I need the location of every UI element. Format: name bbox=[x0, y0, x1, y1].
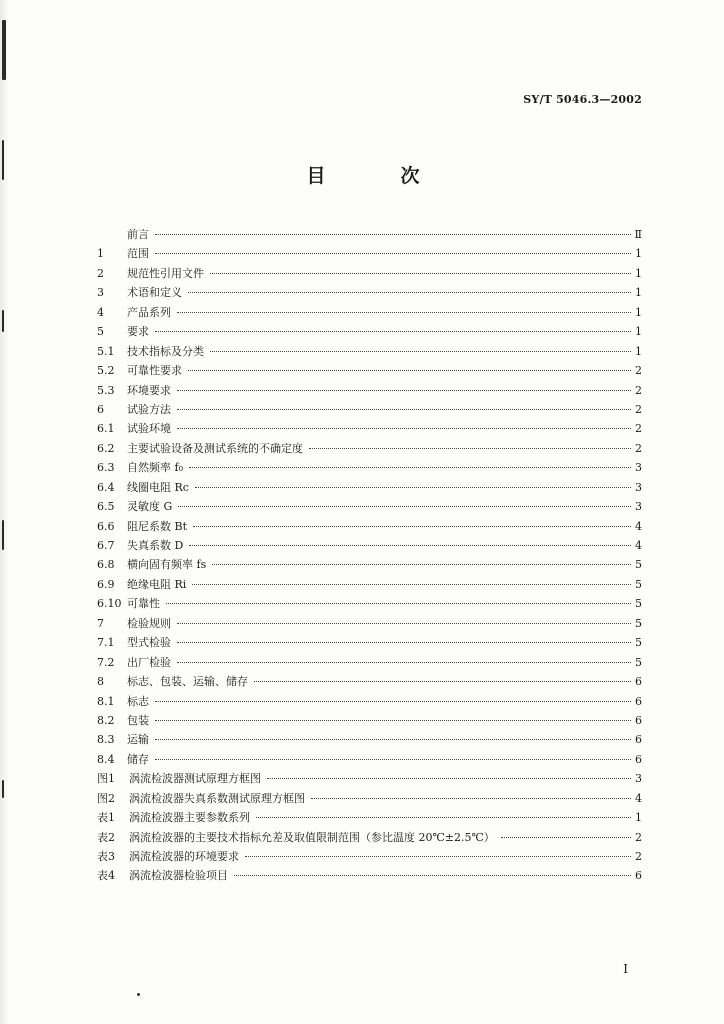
toc-entry-page: 5 bbox=[635, 558, 642, 572]
toc-entry-page: 2 bbox=[635, 383, 642, 397]
scan-artifact bbox=[2, 310, 4, 332]
toc-entry bbox=[97, 498, 642, 517]
toc-entry-label: 涡流检波器主要参数系列 bbox=[129, 811, 250, 825]
toc-entry-label: 涡流检波器检验项目 bbox=[129, 869, 228, 883]
toc-dot-leader bbox=[166, 603, 631, 604]
toc-dot-leader bbox=[177, 623, 631, 624]
toc-entry-label: 阻尼系数 Bt bbox=[127, 519, 188, 533]
toc-entry-number: 6.2 bbox=[97, 441, 115, 455]
toc-dot-leader bbox=[195, 487, 631, 488]
toc-entry-number: 6.9 bbox=[97, 577, 115, 591]
toc-entry-number: 6.4 bbox=[97, 480, 115, 494]
toc-dot-leader bbox=[177, 390, 631, 391]
toc-dot-leader bbox=[309, 448, 631, 449]
toc-entry-page: 4 bbox=[635, 519, 642, 533]
toc-entry-number: 4 bbox=[97, 305, 104, 319]
toc-entry-number: 图2 bbox=[97, 791, 115, 805]
toc-entry bbox=[97, 556, 642, 575]
toc-entry-label: 前言 bbox=[127, 228, 149, 241]
toc-entry-page: 3 bbox=[635, 772, 642, 786]
scan-artifact bbox=[2, 520, 4, 550]
toc-dot-leader bbox=[193, 526, 631, 527]
toc-entry-page: 5 bbox=[635, 577, 642, 591]
toc-entry-label: 运输 bbox=[127, 733, 149, 747]
toc-entry-number: 8.3 bbox=[97, 733, 115, 747]
toc-dot-leader bbox=[245, 856, 631, 857]
toc-entry bbox=[97, 867, 642, 886]
toc-entry-page: 1 bbox=[635, 344, 642, 358]
toc-dot-leader bbox=[256, 817, 631, 818]
toc-entry-page: 5 bbox=[635, 616, 642, 630]
toc-dot-leader bbox=[188, 292, 631, 293]
toc-entry bbox=[97, 459, 642, 478]
toc-entry-label: 涡流检波器的主要技术指标允差及取值限制范围（参比温度 20℃±2.5℃） bbox=[129, 830, 495, 844]
toc-entry-page: 1 bbox=[635, 247, 642, 261]
toc-entry-label: 检验规则 bbox=[127, 616, 171, 630]
toc-entry-page: 1 bbox=[635, 286, 642, 300]
toc-entry-page: 5 bbox=[635, 655, 642, 669]
toc-entry-label: 试验环境 bbox=[127, 422, 171, 436]
toc-dot-leader bbox=[192, 584, 631, 585]
toc-entry-label: 灵敏度 G bbox=[127, 500, 173, 514]
toc-entry bbox=[97, 245, 642, 264]
toc-entry bbox=[97, 382, 642, 401]
toc-dot-leader bbox=[178, 506, 631, 507]
toc-entry-page: 2 bbox=[635, 364, 642, 378]
toc-entry-label: 绝缘电阻 Ri bbox=[127, 577, 187, 591]
toc-entry-label: 出厂检验 bbox=[127, 655, 171, 669]
toc-entry-number: 6 bbox=[97, 402, 104, 416]
toc-entry-label: 产品系列 bbox=[127, 305, 171, 319]
toc-entry-page: 6 bbox=[635, 713, 642, 727]
toc-entry-number: 6.6 bbox=[97, 519, 115, 533]
toc-entry bbox=[97, 615, 642, 634]
toc-entry-label: 环境要求 bbox=[127, 383, 171, 397]
toc-entry-page: 3 bbox=[635, 500, 642, 514]
toc-dot-leader bbox=[155, 759, 631, 760]
toc-entry-label: 标志 bbox=[127, 694, 149, 708]
toc-entry-page: 1 bbox=[635, 811, 642, 825]
toc-entry bbox=[97, 790, 642, 809]
toc-entry-page: 2 bbox=[635, 850, 642, 863]
toc-entry-page: Ⅱ bbox=[634, 228, 642, 241]
toc-entry-page: 5 bbox=[635, 597, 642, 611]
toc-entry-label: 规范性引用文件 bbox=[127, 266, 204, 280]
toc-entry-label: 横向固有频率 fs bbox=[127, 558, 207, 572]
toc-dot-leader bbox=[155, 720, 631, 721]
toc-entry bbox=[97, 576, 642, 595]
toc-entry-label: 失真系数 D bbox=[127, 539, 184, 552]
toc-entry bbox=[97, 673, 642, 692]
toc-entry-number: 7 bbox=[97, 616, 104, 630]
toc-entry bbox=[97, 420, 642, 439]
toc-entry-page: 5 bbox=[635, 636, 642, 650]
toc-dot-leader bbox=[177, 428, 631, 429]
toc-dot-leader bbox=[254, 681, 631, 682]
toc-entry bbox=[97, 362, 642, 381]
scan-artifact bbox=[2, 780, 4, 798]
toc-dot-leader bbox=[212, 564, 631, 565]
toc-entry-number: 5 bbox=[97, 325, 104, 339]
toc-entry bbox=[97, 323, 642, 342]
toc-entry-label: 包装 bbox=[127, 713, 149, 727]
toc-entry bbox=[97, 693, 642, 712]
toc-entry-page: 1 bbox=[635, 305, 642, 319]
toc-entry-label: 可靠性要求 bbox=[127, 364, 182, 378]
toc-dot-leader bbox=[177, 662, 631, 663]
toc-entry-number: 7.1 bbox=[97, 636, 115, 650]
page-title: 目 次 bbox=[306, 165, 448, 187]
scan-speck bbox=[137, 993, 140, 996]
toc-dot-leader bbox=[267, 778, 631, 779]
toc-entry-page: 4 bbox=[635, 791, 642, 805]
scan-artifact bbox=[2, 20, 6, 80]
toc-dot-leader bbox=[311, 798, 631, 799]
toc-entry-label: 范围 bbox=[127, 247, 149, 261]
toc-entry bbox=[97, 751, 642, 770]
toc-entry-page: 3 bbox=[635, 480, 642, 494]
toc-entry-number: 表2 bbox=[97, 830, 115, 844]
toc-entry bbox=[97, 440, 642, 459]
toc-dot-leader bbox=[188, 370, 631, 371]
toc-entry-label: 标志、包装、运输、储存 bbox=[127, 675, 248, 689]
toc-entry-number: 7.2 bbox=[97, 655, 115, 669]
toc-entry bbox=[97, 595, 642, 614]
toc-entry-number: 8 bbox=[97, 675, 104, 689]
toc-entry-label: 线圈电阻 Rc bbox=[127, 480, 189, 494]
toc-entry-page: 2 bbox=[635, 422, 642, 436]
toc-entry-number: 8.1 bbox=[97, 694, 115, 708]
toc-dot-leader bbox=[177, 642, 631, 643]
toc-entry bbox=[97, 343, 642, 362]
toc-dot-leader bbox=[155, 331, 631, 332]
toc-entry-number: 5.3 bbox=[97, 383, 115, 397]
toc-entry bbox=[97, 304, 642, 323]
toc-dot-leader bbox=[234, 875, 631, 876]
toc-entry-number: 6.8 bbox=[97, 558, 115, 572]
page-number: Ⅰ bbox=[623, 962, 628, 976]
toc-entry-page: 1 bbox=[635, 325, 642, 339]
toc-entry-number: 8.4 bbox=[97, 752, 115, 766]
toc-dot-leader bbox=[155, 701, 631, 702]
toc-entry-number: 表3 bbox=[97, 850, 115, 863]
toc-dot-leader bbox=[501, 837, 631, 838]
toc-entry bbox=[97, 265, 642, 284]
toc-entry bbox=[97, 518, 642, 537]
toc-entry bbox=[97, 770, 642, 789]
toc-entry-number: 6.3 bbox=[97, 461, 115, 475]
toc-entry-number: 8.2 bbox=[97, 713, 115, 727]
toc-dot-leader bbox=[210, 351, 631, 352]
toc-entry-label: 要求 bbox=[127, 325, 149, 339]
toc-entry-page: 6 bbox=[635, 675, 642, 689]
toc-entry-page: 2 bbox=[635, 830, 642, 844]
toc-entry-page: 2 bbox=[635, 402, 642, 416]
standard-code: SY/T 5046.3—2002 bbox=[523, 93, 642, 106]
toc-entry-page: 4 bbox=[635, 539, 642, 552]
toc-entry bbox=[97, 401, 642, 420]
toc-entry-number: 6.5 bbox=[97, 500, 115, 514]
toc-entry-label: 储存 bbox=[127, 752, 149, 766]
toc-entry-number: 2 bbox=[97, 266, 104, 280]
toc-entry-label: 技术指标及分类 bbox=[127, 344, 204, 358]
table-of-contents bbox=[97, 226, 642, 887]
toc-entry-label: 涡流检波器测试原理方框图 bbox=[129, 772, 261, 786]
toc-entry-number: 6.7 bbox=[97, 539, 115, 552]
toc-entry-number: 1 bbox=[97, 247, 104, 261]
toc-entry-label: 主要试验设备及测试系统的不确定度 bbox=[127, 441, 303, 455]
toc-entry bbox=[97, 829, 642, 848]
toc-entry-label: 试验方法 bbox=[127, 402, 171, 416]
toc-entry bbox=[97, 226, 642, 245]
toc-dot-leader bbox=[177, 409, 631, 410]
toc-dot-leader bbox=[177, 312, 631, 313]
toc-entry-page: 1 bbox=[635, 266, 642, 280]
toc-entry bbox=[97, 537, 642, 556]
toc-entry bbox=[97, 479, 642, 498]
toc-entry-label: 术语和定义 bbox=[127, 286, 182, 300]
toc-entry-page: 6 bbox=[635, 733, 642, 747]
toc-entry bbox=[97, 731, 642, 750]
toc-entry-number: 3 bbox=[97, 286, 104, 300]
toc-dot-leader bbox=[189, 467, 631, 468]
toc-entry-label: 自然频率 f₀ bbox=[127, 461, 183, 475]
toc-dot-leader bbox=[210, 273, 631, 274]
toc-entry-label: 型式检验 bbox=[127, 636, 171, 650]
toc-entry-page: 3 bbox=[635, 461, 642, 475]
toc-entry-page: 6 bbox=[635, 752, 642, 766]
toc-entry-number: 5.2 bbox=[97, 364, 115, 378]
toc-entry-number: 表1 bbox=[97, 811, 115, 825]
toc-entry-page: 6 bbox=[635, 869, 642, 883]
toc-entry bbox=[97, 654, 642, 673]
toc-entry-label: 可靠性 bbox=[127, 597, 160, 611]
toc-dot-leader bbox=[155, 234, 631, 235]
toc-entry-label: 涡流检波器失真系数测试原理方框图 bbox=[129, 791, 305, 805]
toc-entry-number: 6.1 bbox=[97, 422, 115, 436]
toc-entry-number: 6.10 bbox=[97, 597, 122, 611]
toc-entry-number: 5.1 bbox=[97, 344, 115, 358]
toc-dot-leader bbox=[155, 739, 631, 740]
toc-entry-page: 2 bbox=[635, 441, 642, 455]
toc-entry bbox=[97, 848, 642, 867]
toc-entry-number: 表4 bbox=[97, 869, 115, 883]
toc-dot-leader bbox=[155, 253, 631, 254]
toc-entry-page: 6 bbox=[635, 694, 642, 708]
toc-entry bbox=[97, 284, 642, 303]
toc-dot-leader bbox=[189, 545, 631, 546]
toc-entry-label: 涡流检波器的环境要求 bbox=[129, 850, 239, 863]
toc-entry bbox=[97, 712, 642, 731]
toc-entry bbox=[97, 809, 642, 828]
toc-entry-number: 图1 bbox=[97, 772, 115, 786]
toc-entry bbox=[97, 634, 642, 653]
